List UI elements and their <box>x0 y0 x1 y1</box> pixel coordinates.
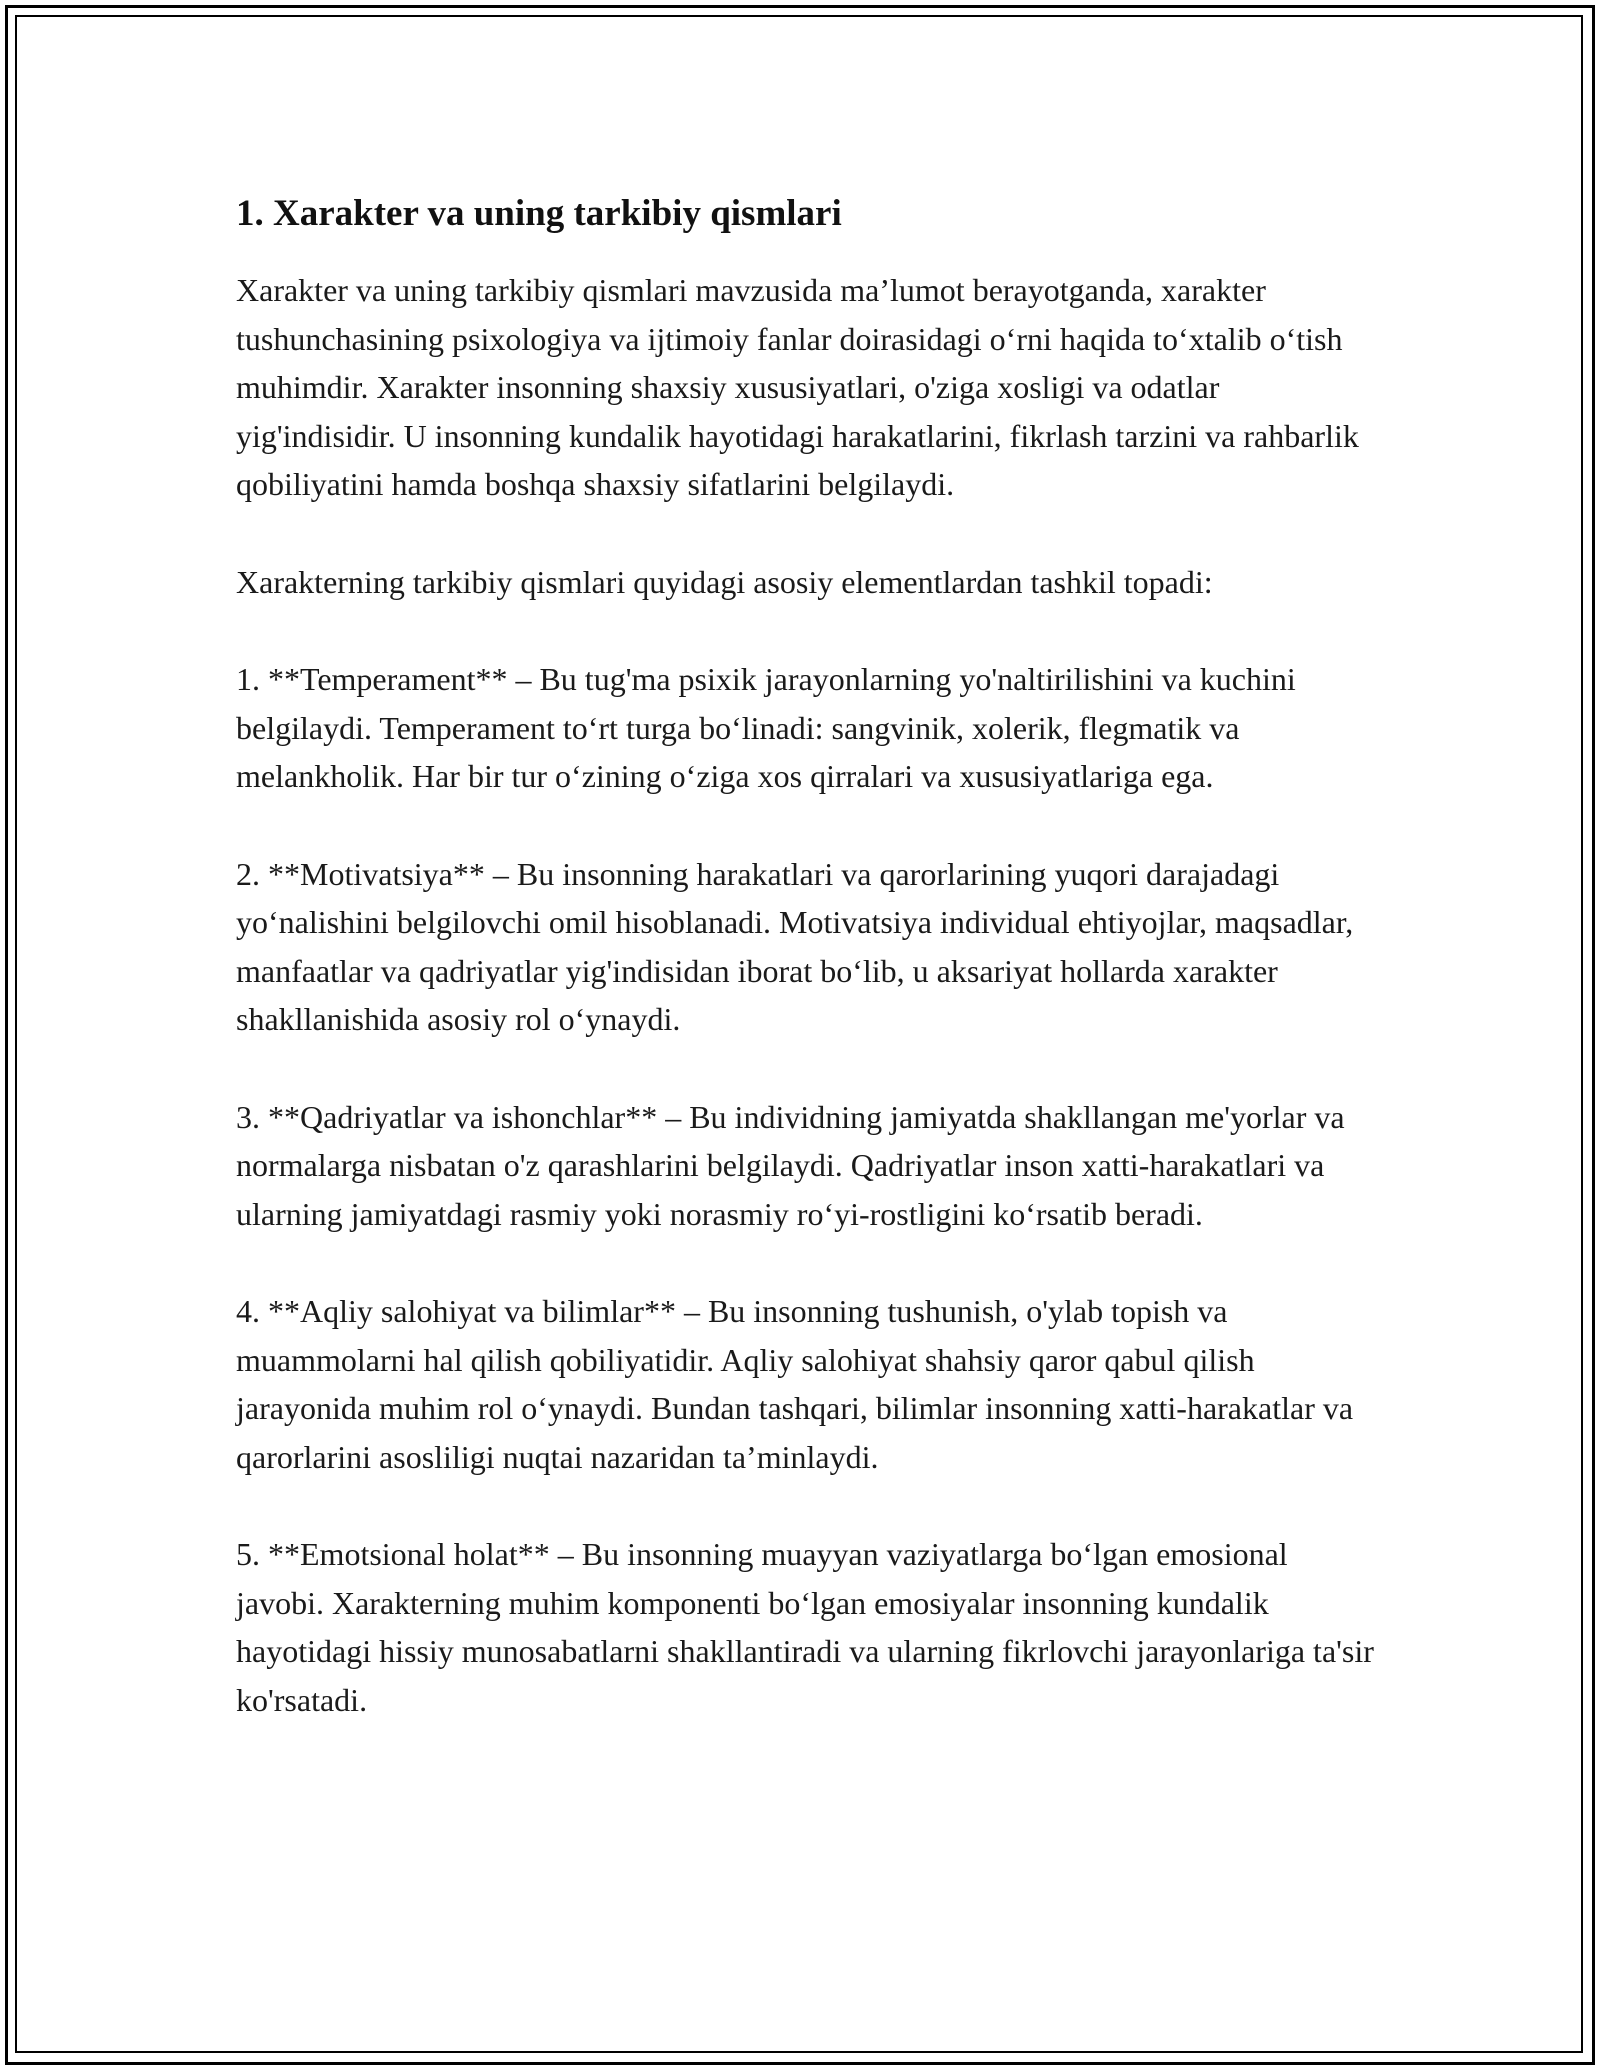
item-motivatsiya-paragraph: 2. **Motivatsiya** – Bu insonning harakatlari va qarorlarining yuqori darajadagi yo‘nalishini belgilovchi omil hisoblanadi. Motivatsiya individual ehtiyojlar, maqsadlar, manfaatlar va qadriyatlar yig'indisidan iborat bo‘lib, u aksariyat hollarda xarakter shakllanishida asosiy rol o‘ynaydi. <box>236 855 1354 1037</box>
item-temperament-paragraph: 1. **Temperament** – Bu tug'ma psixik jarayonlarning yo'naltirilishini va kuchini belgilaydi. Temperament to‘rt turga bo‘linadi: sangvinik, xolerik, flegmatik va melankholik. Har bir tur o‘zining o‘ziga xos qirralari va xususiyatlariga ega. <box>236 661 1296 794</box>
item-aqliy-salohiyat-paragraph: 4. **Aqliy salohiyat va bilimlar** – Bu insonning tushunish, o'ylab topish va muammolarni hal qilish qobiliyatidir. Aqliy salohiyat shahsiy qaror qabul qilish jarayonida muhim rol o‘ynaydi. Bundan tashqari, bilimlar insonning xatti-harakatlar va qarorlarini asosliligi nuqtai nazaridan ta’minlaydi. <box>236 1293 1354 1475</box>
item-emotsional-holat-paragraph: 5. **Emotsional holat** – Bu insonning muayyan vaziyatlarga bo‘lgan emosional javobi. Xarakterning muhim komponenti bo‘lgan emosiyalar insonning kundalik hayotidagi hissiy munosabatlarni shakllantiradi va ularning fikrlovchi jarayonlariga ta'sir ko'rsatadi. <box>236 1536 1374 1718</box>
document-title: 1. Xarakter va uning tarkibiy qismlari <box>236 193 842 234</box>
intro-paragraph: Xarakter va uning tarkibiy qismlari mavzusida ma’lumot berayotganda, xarakter tushunchasining psixologiya va ijtimoiy fanlar doirasidagi o‘rni haqida to‘xtalib o‘tish muhimdir. Xarakter insonning shaxsiy xususiyatlari, o'ziga xosligi va odatlar yig'indisidir. U insonning kundalik hayotidagi harakatlarini, fikrlash tarzini va rahbarlik qobiliyatini hamda boshqa shaxsiy sifatlarini belgilaydi. <box>236 272 1359 502</box>
document-body <box>236 188 1376 1773</box>
components-lead-paragraph: Xarakterning tarkibiy qismlari quyidagi asosiy elementlardan tashkil topadi: <box>236 563 1213 600</box>
item-qadriyatlar-paragraph: 3. **Qadriyatlar va ishonchlar** – Bu individning jamiyatda shakllangan me'yorlar va normalarga nisbatan o'z qarashlarini belgilaydi. Qadriyatlar inson xatti-harakatlari va ularning jamiyatdagi rasmiy yoki norasmiy ro‘yi-rostligini ko‘rsatib beradi. <box>236 1098 1345 1232</box>
